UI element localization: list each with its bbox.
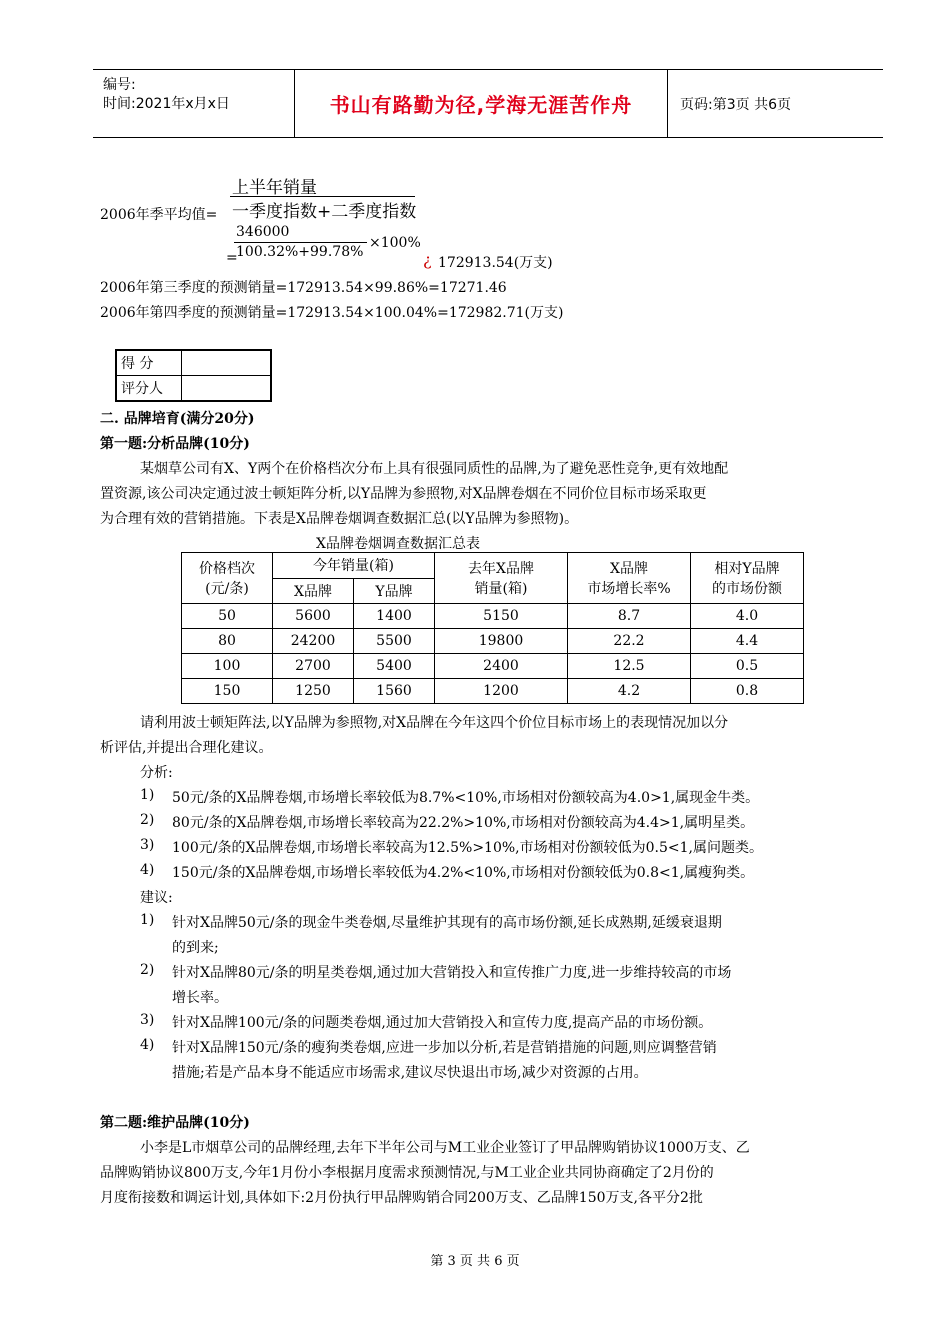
suggest-item-line-1: 针对X品牌80元/条的明星类卷烟,通过加大营销投入和宣传推广力度,进一步维持较高的市场 xyxy=(172,965,732,981)
table-row xyxy=(182,629,804,654)
code-label: 编号: xyxy=(103,77,136,93)
cell: 4.4 xyxy=(691,629,804,654)
header-x-brand: X品牌 xyxy=(273,578,354,604)
formula-denominator-2: 100.32%+99.78% xyxy=(236,244,364,260)
suggest-label: 建议: xyxy=(140,890,173,906)
q2-line-2: 品牌购销协议800万支,今年1月份小李根据月度需求预测情况,与M工业企业共同协商确定了2月份的 xyxy=(100,1165,714,1181)
analysis-item: 80元/条的X品牌卷烟,市场增长率较高为22.2%>10%,市场相对份额较高为4.4>1,属明星类。 xyxy=(172,815,755,831)
cell: 2400 xyxy=(435,654,568,679)
suggest-num: 3) xyxy=(140,1012,155,1028)
score-label: 得 分 xyxy=(116,350,182,376)
suggest-item-line-2: 措施;若是产品本身不能适应市场需求,建议尽快退出市场,减少对资源的占用。 xyxy=(172,1065,648,1081)
cell: 1250 xyxy=(273,679,354,704)
header-share-line-2: 的市场份额 xyxy=(712,581,782,597)
q4-forecast: 2006年第四季度的预测销量=172913.54×100.04%=172982.71(万支) xyxy=(100,305,564,321)
page-header xyxy=(93,69,883,138)
cell: 1560 xyxy=(354,679,435,704)
grader-field[interactable] xyxy=(182,376,272,402)
cell: 4.0 xyxy=(691,604,804,629)
header-price-line-1: 价格档次 xyxy=(199,561,255,577)
q2-title: 第二题:维护品牌(10分) xyxy=(100,1115,250,1131)
suggest-num: 4) xyxy=(140,1037,155,1053)
q3-forecast: 2006年第三季度的预测销量=172913.54×99.86%=17271.46 xyxy=(100,280,507,296)
header-growth-line-1: X品牌 xyxy=(610,561,648,577)
cell: 0.5 xyxy=(691,654,804,679)
cell: 50 xyxy=(182,604,273,629)
formula-approx: ¿ xyxy=(423,250,432,269)
cell: 100 xyxy=(182,654,273,679)
cell: 12.5 xyxy=(568,654,691,679)
q1-intro-line-2: 置资源,该公司决定通过波士顿矩阵分析,以Y品牌为参照物,对X品牌卷烟在不同价位目标市场采取更 xyxy=(100,486,707,502)
section-title: 二. 品牌培育(满分20分) xyxy=(100,411,255,427)
cell: 22.2 xyxy=(568,629,691,654)
table-caption: X品牌卷烟调查数据汇总表 xyxy=(316,536,480,552)
header-last-year-line-2: 销量(箱) xyxy=(474,581,528,597)
q1-title: 第一题:分析品牌(10分) xyxy=(100,436,250,452)
analysis-label: 分析: xyxy=(140,765,173,781)
q1-ask-line-2: 析评估,并提出合理化建议。 xyxy=(100,740,273,756)
q2-line-1: 小李是L市烟草公司的品牌经理,去年下半年公司与M工业企业签订了甲品牌购销协议1000万支、乙 xyxy=(140,1140,750,1156)
cell: 5150 xyxy=(435,604,568,629)
formula-result: 172913.54(万支) xyxy=(438,255,553,271)
formula-numerator-2: 346000 xyxy=(236,224,290,240)
analysis-item: 150元/条的X品牌卷烟,市场增长率较低为4.2%<10%,市场相对份额较低为0.8<1,属瘦狗类。 xyxy=(172,865,755,881)
cell: 8.7 xyxy=(568,604,691,629)
q1-intro-line-3: 为合理有效的营销措施。下表是X品牌卷烟调查数据汇总(以Y品牌为参照物)。 xyxy=(100,511,579,527)
cell: 1400 xyxy=(354,604,435,629)
header-price xyxy=(182,553,273,604)
header-share xyxy=(691,553,804,604)
cell: 5600 xyxy=(273,604,354,629)
header-this-year: 今年销量(箱) xyxy=(273,553,435,579)
header-share-line-1: 相对Y品牌 xyxy=(714,561,780,577)
header-y-brand: Y品牌 xyxy=(354,578,435,604)
suggest-num: 1) xyxy=(140,912,155,928)
header-page-cell xyxy=(668,70,883,137)
fraction-bar-2 xyxy=(234,242,367,243)
table-row xyxy=(182,604,804,629)
header-motto-cell xyxy=(295,70,668,137)
analysis-item: 50元/条的X品牌卷烟,市场增长率较低为8.7%<10%,市场相对份额较高为4.0>1,属现金牛类。 xyxy=(172,790,760,806)
score-field[interactable] xyxy=(182,350,272,376)
q1-intro-line-1: 某烟草公司有X、Y两个在价格档次分布上具有很强同质性的品牌,为了避免恶性竞争,更有效地配 xyxy=(140,461,729,477)
suggest-item-line-1: 针对X品牌100元/条的问题类卷烟,通过加大营销投入和宣传力度,提高产品的市场份额。 xyxy=(172,1015,713,1031)
analysis-item: 100元/条的X品牌卷烟,市场增长率较高为12.5%>10%,市场相对份额较低为0.5<1,属问题类。 xyxy=(172,840,763,856)
formula-times: ×100% xyxy=(369,235,421,251)
cell: 2700 xyxy=(273,654,354,679)
q2-line-3: 月度衔接数和调运计划,具体如下:2月份执行甲品牌购销合同200万支、乙品牌150万支,各平分2批 xyxy=(100,1190,703,1206)
header-last-year xyxy=(435,553,568,604)
page-footer: 第 3 页 共 6 页 xyxy=(430,1254,520,1269)
table-row xyxy=(182,679,804,704)
survey-table xyxy=(181,552,804,704)
suggest-item-line-2: 的到来; xyxy=(172,940,219,956)
formula-eq: = xyxy=(226,250,238,266)
table-row xyxy=(182,654,804,679)
grader-label: 评分人 xyxy=(116,376,182,402)
analysis-num: 2) xyxy=(140,812,155,828)
analysis-num: 3) xyxy=(140,837,155,853)
motto: 书山有路勤为径,学海无涯苦作舟 xyxy=(329,93,633,117)
header-last-year-line-1: 去年X品牌 xyxy=(468,561,534,577)
header-price-line-2: (元/条) xyxy=(205,581,249,597)
suggest-num: 2) xyxy=(140,962,155,978)
cell: 5400 xyxy=(354,654,435,679)
analysis-num: 4) xyxy=(140,862,155,878)
cell: 4.2 xyxy=(568,679,691,704)
cell: 80 xyxy=(182,629,273,654)
analysis-num: 1) xyxy=(140,787,155,803)
formula-numerator-1: 上半年销量 xyxy=(232,178,317,198)
cell: 1200 xyxy=(435,679,568,704)
header-growth-line-2: 市场增长率% xyxy=(587,581,671,597)
cell: 19800 xyxy=(435,629,568,654)
cell: 0.8 xyxy=(691,679,804,704)
suggest-item-line-1: 针对X品牌50元/条的现金牛类卷烟,尽量维护其现有的高市场份额,延长成熟期,延缓衰退期 xyxy=(172,915,722,931)
cell: 150 xyxy=(182,679,273,704)
suggest-item-line-2: 增长率。 xyxy=(172,990,228,1006)
formula-prefix: 2006年季平均值= xyxy=(100,207,218,223)
header-growth xyxy=(568,553,691,604)
cell: 24200 xyxy=(273,629,354,654)
score-box xyxy=(115,349,272,402)
page-label: 页码:第3页 共6页 xyxy=(680,96,791,113)
cell: 5500 xyxy=(354,629,435,654)
time-label: 时间:2021年x月x日 xyxy=(103,96,230,112)
formula-denominator-1: 一季度指数+二季度指数 xyxy=(232,202,417,222)
suggest-item-line-1: 针对X品牌150元/条的瘦狗类卷烟,应进一步加以分析,若是营销措施的问题,则应调整营销 xyxy=(172,1040,717,1056)
header-meta xyxy=(93,70,295,137)
q1-ask-line-1: 请利用波士顿矩阵法,以Y品牌为参照物,对X品牌在今年这四个价位目标市场上的表现情况加以分 xyxy=(140,715,729,731)
